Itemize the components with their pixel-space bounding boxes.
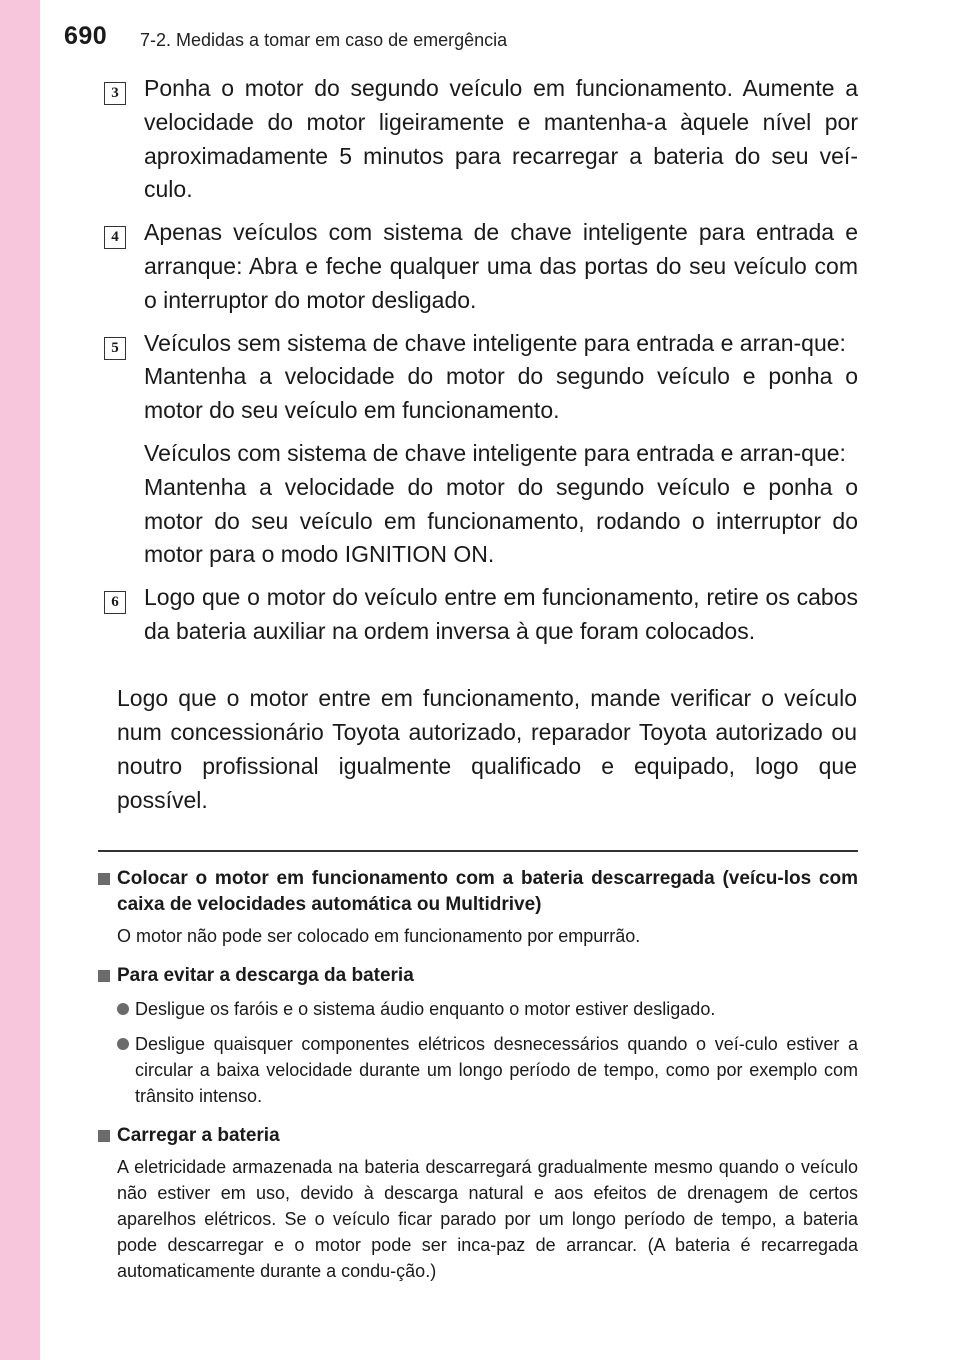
circle-bullet-icon: [117, 1038, 129, 1050]
steps-list: [98, 72, 858, 658]
note-heading: Para evitar a descarga da bateria: [98, 963, 858, 989]
step-text: Veículos sem sistema de chave inteligente para entrada e arran-que:: [144, 329, 846, 356]
square-bullet-icon: [98, 970, 110, 982]
step-number-badge: 5: [104, 337, 126, 360]
side-tab-band: [0, 0, 40, 1360]
step-4: [98, 216, 858, 317]
step-text: Veículos com sistema de chave inteligente para entrada e arran-que:: [144, 439, 846, 466]
section-title: 7-2. Medidas a tomar em caso de emergência: [140, 30, 508, 50]
note-bullet: Desligue quaisquer componentes elétricos desnecessários quando o veí-culo estiver a circular a baixa velocidade durante um longo período de tempo, como por exemplo com trânsito intenso.: [98, 1031, 858, 1109]
square-bullet-icon: [98, 873, 110, 885]
step-text: Logo que o motor do veículo entre em funcionamento, retire os cabos da bateria auxiliar na ordem inversa à que foram colocados.: [144, 584, 858, 644]
step-6: [98, 581, 858, 649]
step-text: Apenas veículos com sistema de chave inteligente para entrada e arranque: Abra e feche qualquer uma das portas do seu veículo com o interruptor do motor desligado.: [144, 219, 858, 313]
page-number: 690: [64, 22, 108, 50]
note-heading: Colocar o motor em funcionamento com a bateria descarregada (veícu-los com caixa de velocidades automática ou Multidrive): [98, 866, 858, 918]
step-text: Ponha o motor do segundo veículo em funcionamento. Aumente a velocidade do motor ligeiramente e mantenha-a àquele nível por aproximadamente 5 minutos para recarregar a bateria do seu veí-culo.: [144, 75, 858, 203]
step-number-badge: 4: [104, 226, 126, 249]
step-3: [98, 72, 858, 207]
notes-section: [98, 866, 858, 1298]
note-body: A eletricidade armazenada na bateria descarregará gradualmente mesmo quando o veículo não estiver em uso, devido à descarga natural e aos efeitos de drenagem de certos aparelhos elétricos. Se o veículo ficar parado por um longo período de tempo, a bateria pode descarregar e o motor pode ser inca-paz de arrancar. (A bateria é recarregada automaticamente durante a condu-ção.): [117, 1157, 858, 1281]
closing-paragraph: Logo que o motor entre em funcionamento, mande verificar o veículo num concessionário Toyota autorizado, reparador Toyota autorizado ou noutro profissional igualmente qualificado e equipado, logo que possível.: [117, 685, 857, 813]
step-number-badge: 6: [104, 591, 126, 614]
section-divider: [98, 850, 858, 852]
step-5: [98, 327, 858, 573]
note-body: O motor não pode ser colocado em funcionamento por empurrão.: [117, 926, 641, 946]
note-bullet: Desligue os faróis e o sistema áudio enquanto o motor estiver desligado.: [98, 996, 858, 1022]
step-number-badge: 3: [104, 82, 126, 105]
step-text: Mantenha a velocidade do motor do segundo veículo e ponha o motor do seu veículo em funcionamento, rodando o interruptor do motor para o modo IGNITION ON.: [144, 473, 858, 568]
square-bullet-icon: [98, 1130, 110, 1142]
step-text: Mantenha a velocidade do motor do segundo veículo e ponha o motor do seu veículo em funcionamento.: [144, 363, 858, 424]
note-heading: Carregar a bateria: [98, 1123, 858, 1149]
circle-bullet-icon: [117, 1003, 129, 1015]
